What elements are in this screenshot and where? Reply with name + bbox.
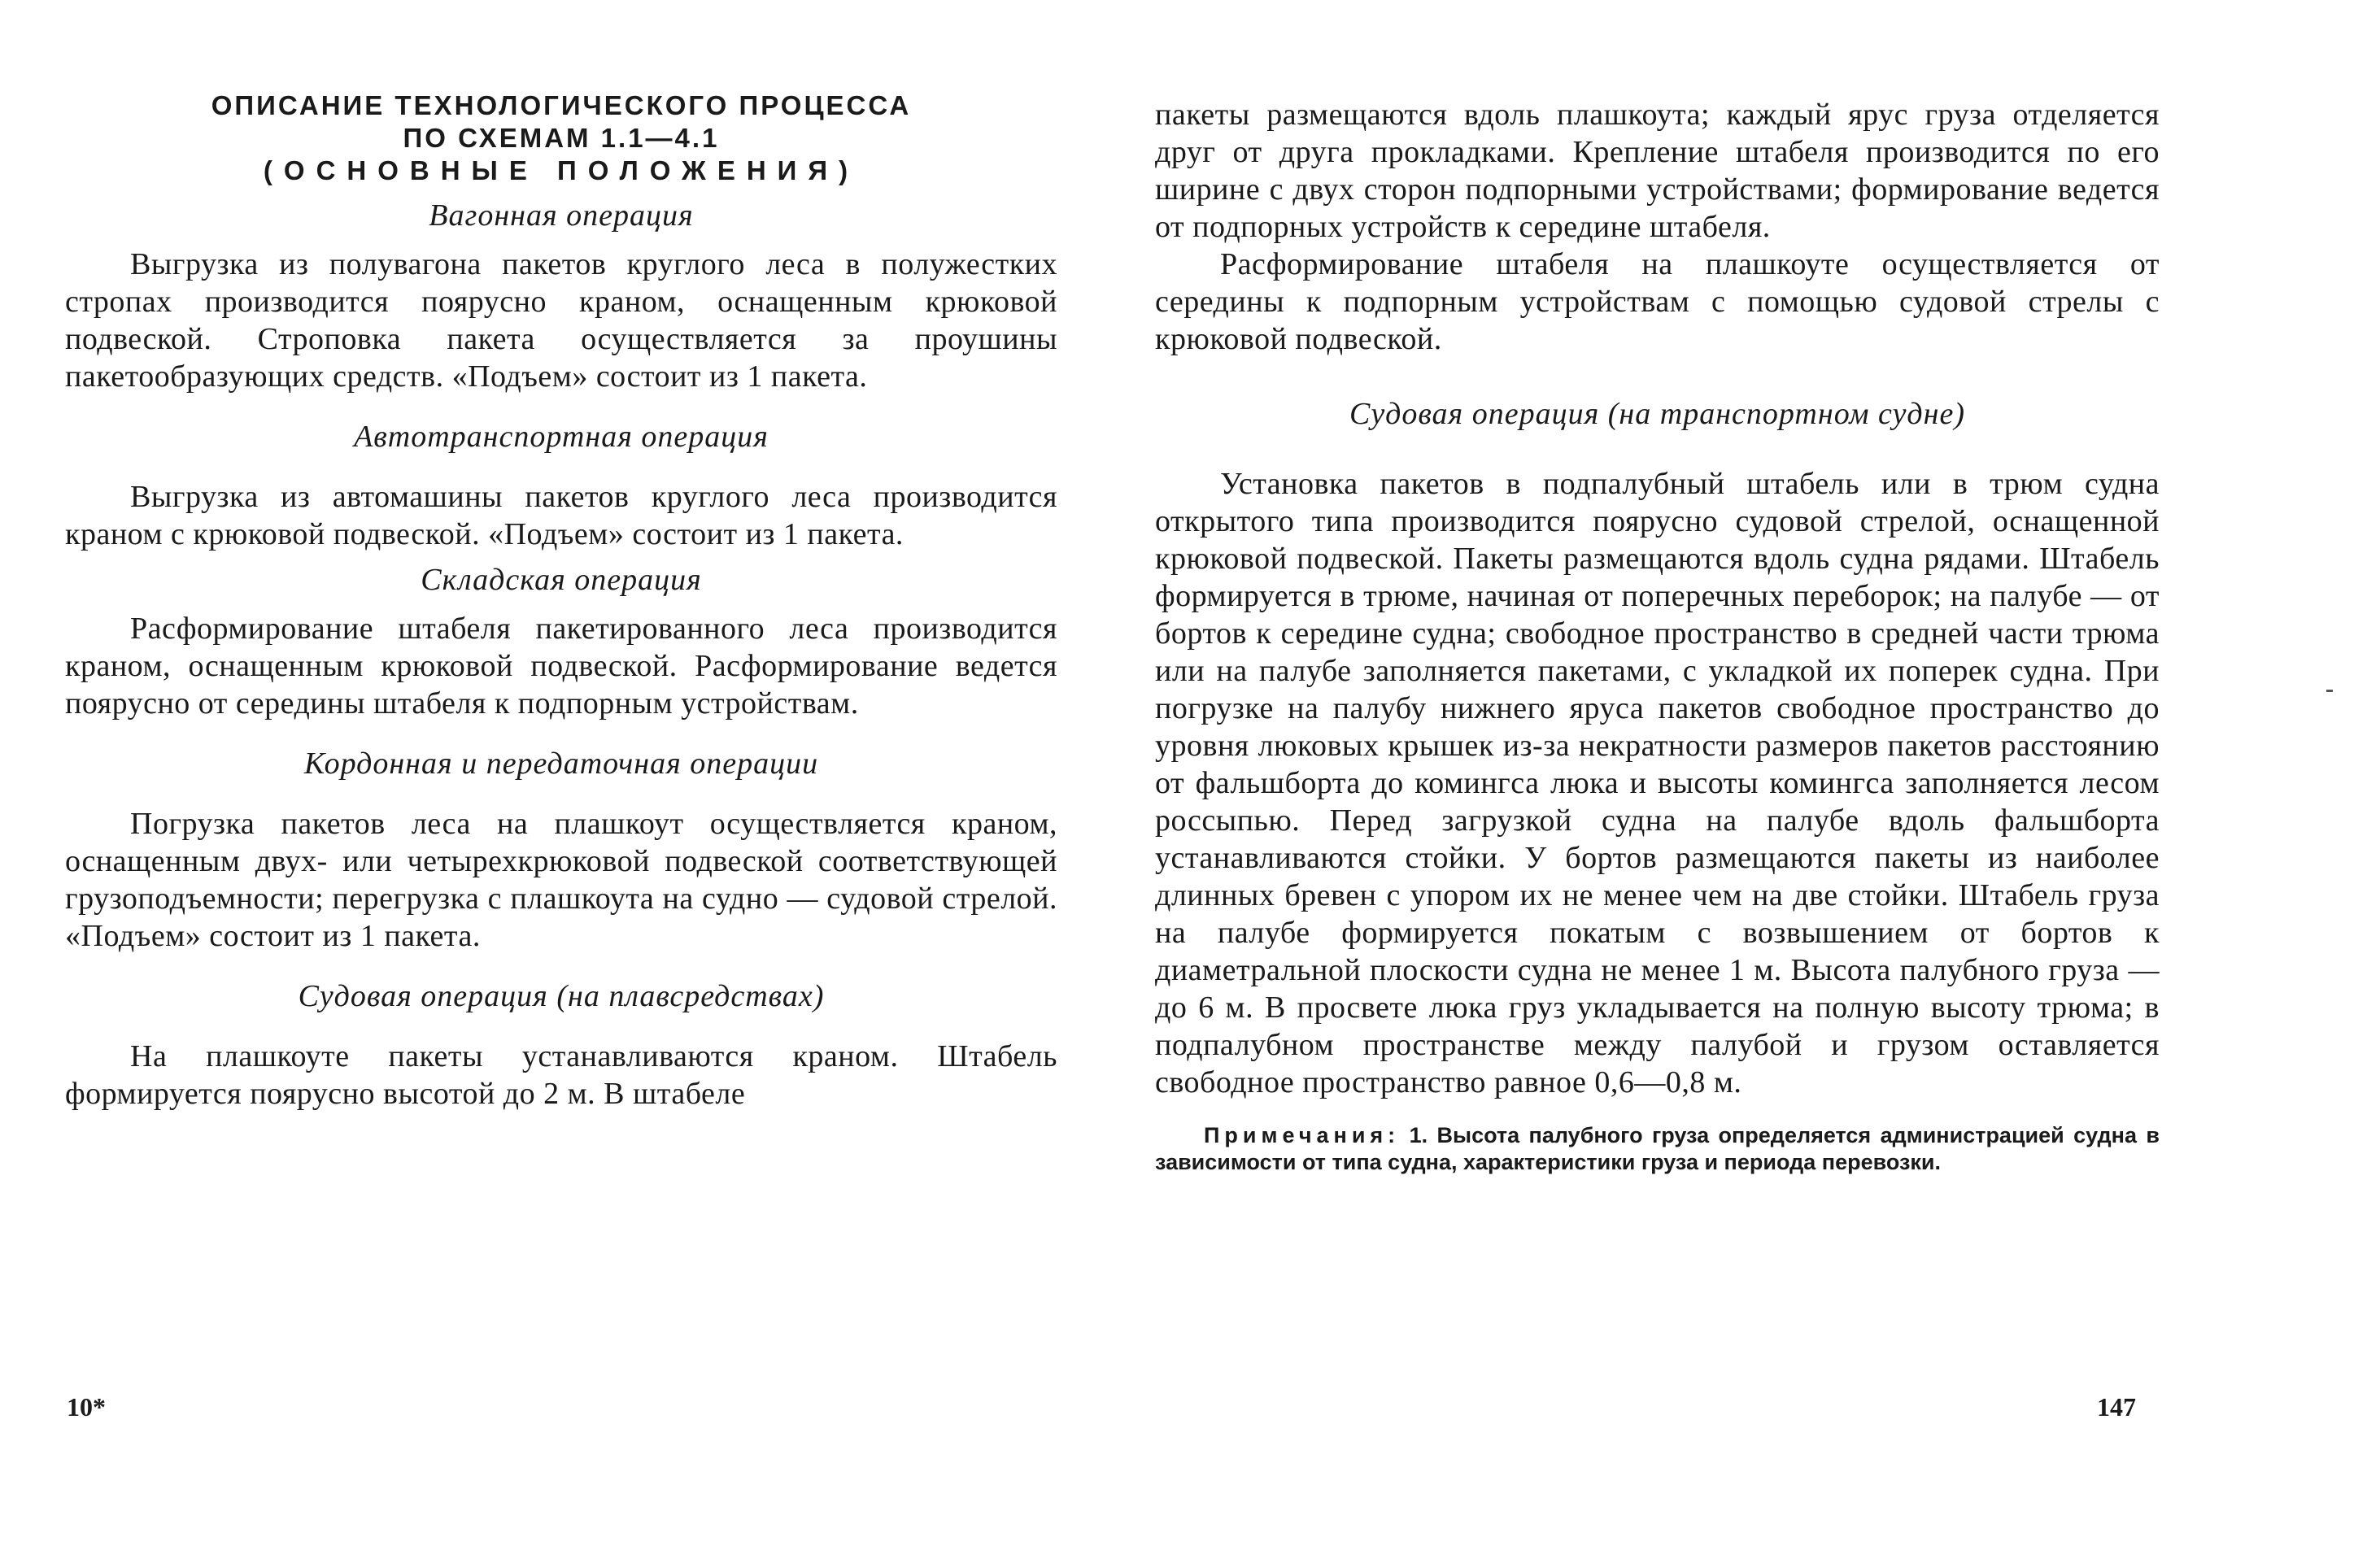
- paragraph-ship-operation: Установка пакетов в подпалубный штабель или в трюм судна открытого типа производится поярусно судовой стрелой, оснащенной крюковой подвеской. Пакеты размещаются вдоль судна рядами. Штабель формируется в трюме, начиная от поперечных переборок; на палубе — от бортов к середине судна; свободное пространство в средней части трюма или на палубе заполняется пакетами, с укладкой их поперек судна. При погрузке на палубу нижнего яруса пакетов свободное пространство до уровня люковых крышек из-за некратности размеров пакетов расстоянию от фальшборта до комингса люка и высоты комингса заполняется лесом россыпью. Перед загрузкой судна на палубе вдоль фальшборта устанавливаются стойки. У бортов размещаются пакеты из наиболее длинных бревен с упором их не менее чем на две стойки. Штабель груза на палубе формируется покатым с возвышением от бортов к диаметральной плоскости судна не менее 1 м. Высота палубного груза — до 6 м. В просвете люка груз укладывается на полную высоту трюма; в подпалубном пространстве между палубой и грузом оставляется свободное пространство равное 0,6—0,8 м.: [1155, 467, 2160, 1099]
- page-number-right: 147: [2097, 1392, 2136, 1422]
- paragraph-float-unstack: Расформирование штабеля на плашкоуте осуществляется от середины к подпорным устройствам с помощью судовой стрелы с крюковой подвеской.: [1155, 247, 2160, 356]
- heading-auto-operation: Автотранспортная операция: [354, 420, 769, 454]
- title-line-2: ПО СХЕМАМ 1.1—4.1: [403, 123, 720, 153]
- heading-float-operation: Судовая операция (на плавсредствах): [298, 979, 825, 1013]
- paragraph-cordon-operation: Погрузка пакетов леса на плашкоут осуществляется краном, оснащенным двух- или четырехкрюковой подвеской соответствующей грузоподъемности; перегрузка с плашкоута на судно — судовой стрелой. «Подъем» состоит из 1 пакета.: [65, 807, 1057, 953]
- heading-wagon-operation: Вагонная операция: [429, 198, 694, 233]
- title-line-1: ОПИСАНИЕ ТЕХНОЛОГИЧЕСКОГО ПРОЦЕССА: [211, 90, 912, 120]
- left-column: [65, 89, 1057, 1112]
- right-column: [1155, 96, 2160, 1176]
- footnote-label: Примечания:: [1204, 1123, 1401, 1147]
- paragraph-float-continued: пакеты размещаются вдоль плашкоута; каждый ярус груза отделяется друг от друга прокладками. Крепление штабеля производится по его ширине с двух сторон подпорными устройствами; формирование ведется от подпорных устройств к середине штабеля.: [1155, 98, 2160, 244]
- scan-speck: [2326, 690, 2333, 692]
- page-title: [65, 89, 1057, 187]
- heading-storage-operation: Складская операция: [421, 563, 702, 597]
- paragraph-auto-operation: Выгрузка из автомашины пакетов круглого леса производится краном с крюковой подвеской. «Подъем» состоит из 1 пакета.: [65, 480, 1057, 551]
- footnote-text: 1. Высота палубного груза определяется администрацией судна в зависимости от типа судна, характеристики груза и периода перевозки.: [1155, 1123, 2160, 1174]
- footnote: [1155, 1122, 2160, 1176]
- paragraph-float-operation: На плашкоуте пакеты устанавливаются краном. Штабель формируется поярусно высотой до 2 м. В штабеле: [65, 1039, 1057, 1111]
- heading-ship-operation: Судовая операция (на транспортном судне): [1349, 397, 1965, 431]
- paragraph-wagon-operation: Выгрузка из полувагона пакетов круглого леса в полужестких стропах производится поярусно краном, оснащенным крюковой подвеской. Строповка пакета осуществляется за проушины пакетообразующих средств. «Подъем» состоит из 1 пакета.: [65, 247, 1057, 394]
- heading-cordon-operation: Кордонная и передаточная операции: [303, 747, 819, 781]
- paragraph-storage-operation: Расформирование штабеля пакетированного леса производится краном, оснащенным крюковой подвеской. Расформирование ведется поярусно от середины штабеля к подпорным устройствам.: [65, 612, 1057, 721]
- page-number-left: 10*: [67, 1392, 106, 1422]
- title-line-3: (ОСНОВНЫЕ ПОЛОЖЕНИЯ): [263, 155, 860, 185]
